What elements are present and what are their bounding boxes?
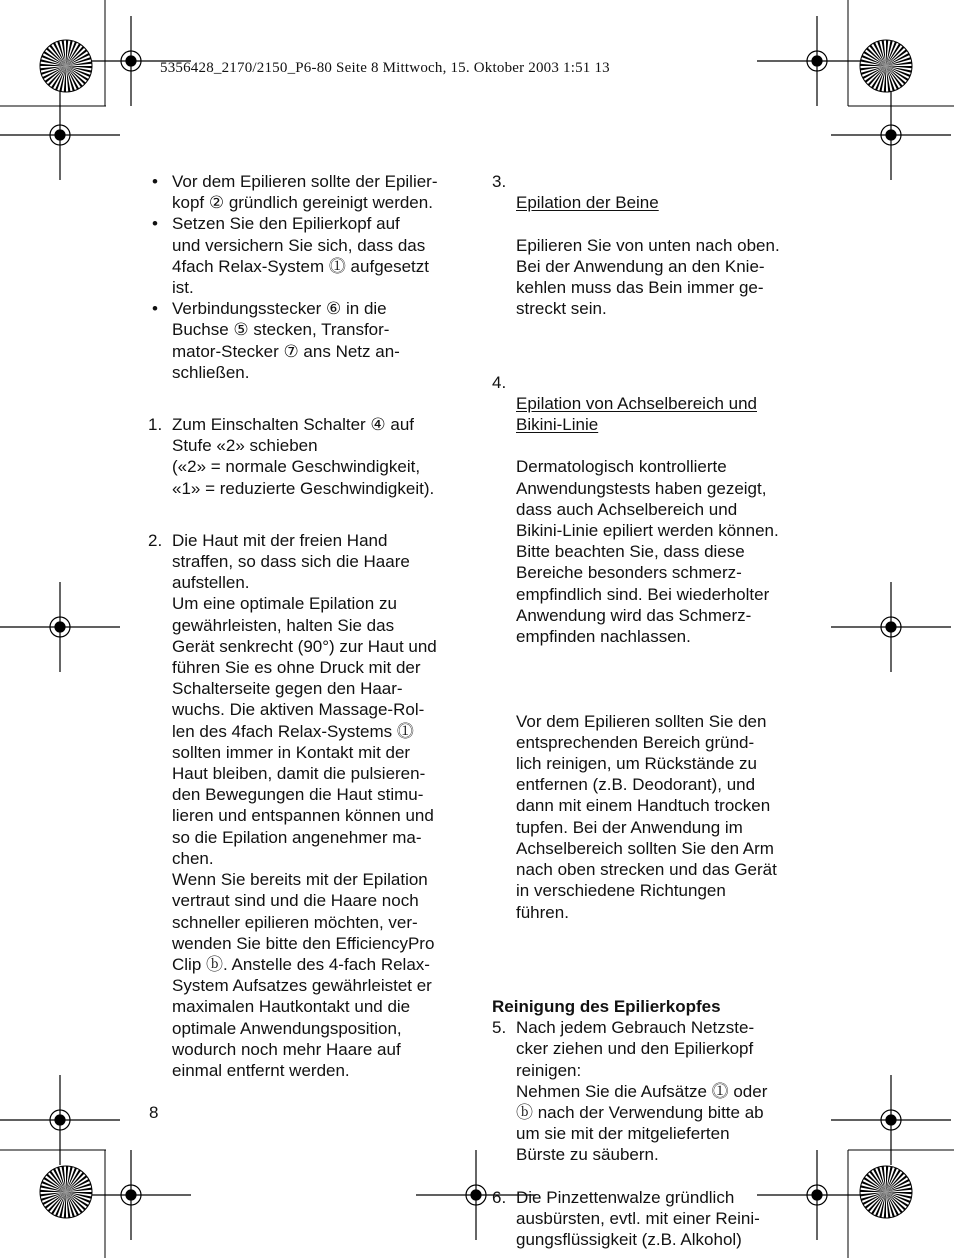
registration-mark bbox=[0, 1075, 120, 1165]
step-text: Vor dem Epilieren sollten Sie den entsprechenden Bereich gründ- lich reinigen, um Rückstände zu entfernen (z.B. Deodorant), und dann mit einem Handtuch trocken tupfen. Bei der Anwendung im Achselbereich sollten Sie den Arm nach oben strecken und das Gerät in verschiedene Richtungen führen. bbox=[516, 711, 777, 922]
print-slug: 5356428_2170/2150_P6-80 Seite 8 Mittwoch, 15. Oktober 2003 1:51 13 bbox=[160, 60, 610, 76]
step-number: 3. bbox=[492, 172, 507, 191]
step-item bbox=[492, 372, 804, 944]
starburst-mark bbox=[40, 40, 92, 92]
bullet-item bbox=[148, 213, 464, 298]
step-number: 6. bbox=[492, 1187, 507, 1207]
bullet-text: Setzen Sie den Epilierkopf auf und versichern Sie sich, dass das 4fach Relax-System ⓵ aufgesetzt ist. bbox=[172, 214, 430, 298]
step-item bbox=[492, 1187, 804, 1251]
step-content bbox=[516, 171, 804, 341]
step-text: Die Haut mit der freien Hand straffen, so dass sich die Haare aufstellen. Um eine optimale Epilation zu gewährleisten, halten Sie das Gerät senkrecht (90°) zur Haut und führen Sie es ohne Druck mit der Schalterseite gegen den Haar- wuchs. Die aktiven Massage-Rol- len des 4fach Relax-Systems ⓵ sollten immer in Kontakt mit der Haut bleiben, damit die pulsieren- den Bewegungen die Haut stimu- lieren und entspannen können und so die Epilation angenehmer ma- chen. Wenn Sie bereits mit der Epilation vertraut sind und die Haare noch schneller epilieren möchten, ver- wenden Sie bitte den EfficiencyPro Clip ⓑ. Anstelle des 4-fach Relax- System Aufsatzes gewährleistet er maximalen Hautkontakt und die optimale Anwendungsposition, wodurch noch mehr Haare auf einmal entfernt werden. bbox=[172, 530, 437, 1080]
step-item bbox=[148, 530, 464, 1081]
right-column bbox=[492, 171, 804, 1250]
bullet-marker: • bbox=[152, 172, 158, 191]
step-title: Epilation von Achselbereich und Bikini-Linie bbox=[516, 393, 757, 435]
bullet-item bbox=[148, 298, 464, 383]
step-title: Epilation der Beine bbox=[516, 193, 659, 213]
step-number: 2. bbox=[148, 530, 163, 550]
step-item bbox=[492, 171, 804, 341]
step-content bbox=[516, 372, 804, 944]
bullet-marker: • bbox=[152, 214, 158, 234]
step-text: Epilieren Sie von unten nach oben. Bei der Anwendung an den Knie- kehlen muss das Bein immer ge- streckt sein. bbox=[516, 235, 780, 319]
step-text: Nach jedem Gebrauch Netzste- cker ziehen und den Epilierkopf reinigen: Nehmen Sie die Aufsätze ⓵ oder ⓑ nach der Verwendung bitte ab um sie mit der mitgelieferten Bürste zu säubern. bbox=[516, 1018, 768, 1165]
bullet-item bbox=[148, 171, 464, 213]
step-item bbox=[148, 414, 464, 499]
step-number: 4. bbox=[492, 372, 507, 392]
step-text: Dermatologisch kontrollierte Anwendungstests haben gezeigt, dass auch Achselbereich und Bikini-Linie epiliert werden können. Bitte beachten Sie, dass diese Bereiche besonders schmerz- empfindlich sind. Bei wiederholter Anwendung wird das Schmerz- empfinden nachlassen. bbox=[516, 457, 779, 647]
step-number: 1. bbox=[148, 415, 163, 435]
section-heading: Reinigung des Epilierkopfes bbox=[492, 996, 721, 1016]
bullet-marker: • bbox=[152, 299, 158, 319]
left-column bbox=[148, 171, 464, 1081]
bullet-text: Verbindungsstecker ⑥ in die Buchse ⑤ stecken, Transfor- mator-Stecker ⑦ ans Netz an- schließen. bbox=[172, 299, 400, 382]
registration-mark bbox=[831, 1075, 951, 1165]
starburst-mark bbox=[40, 1166, 92, 1218]
step-item bbox=[492, 1017, 804, 1165]
registration-mark bbox=[757, 16, 877, 106]
bullet-text: Vor dem Epilieren sollte der Epilier- kopf ② gründlich gereinigt werden. bbox=[172, 172, 438, 213]
registration-mark bbox=[0, 90, 120, 180]
registration-mark bbox=[831, 582, 951, 672]
registration-mark bbox=[831, 90, 951, 180]
starburst-mark bbox=[860, 40, 912, 92]
starburst-mark bbox=[860, 1166, 912, 1218]
step-number: 5. bbox=[492, 1018, 507, 1038]
step-text: Die Pinzettenwalze gründlich ausbürsten, evtl. mit einer Reini- gungsflüssigkeit (z.B. Alkohol) bbox=[516, 1187, 760, 1249]
registration-mark bbox=[0, 582, 120, 672]
page-number: 8 bbox=[149, 1103, 159, 1122]
step-text: Zum Einschalten Schalter ④ auf Stufe «2» schieben («2» = normale Geschwindigkeit, «1» = reduzierte Geschwindigkeit). bbox=[172, 415, 435, 498]
